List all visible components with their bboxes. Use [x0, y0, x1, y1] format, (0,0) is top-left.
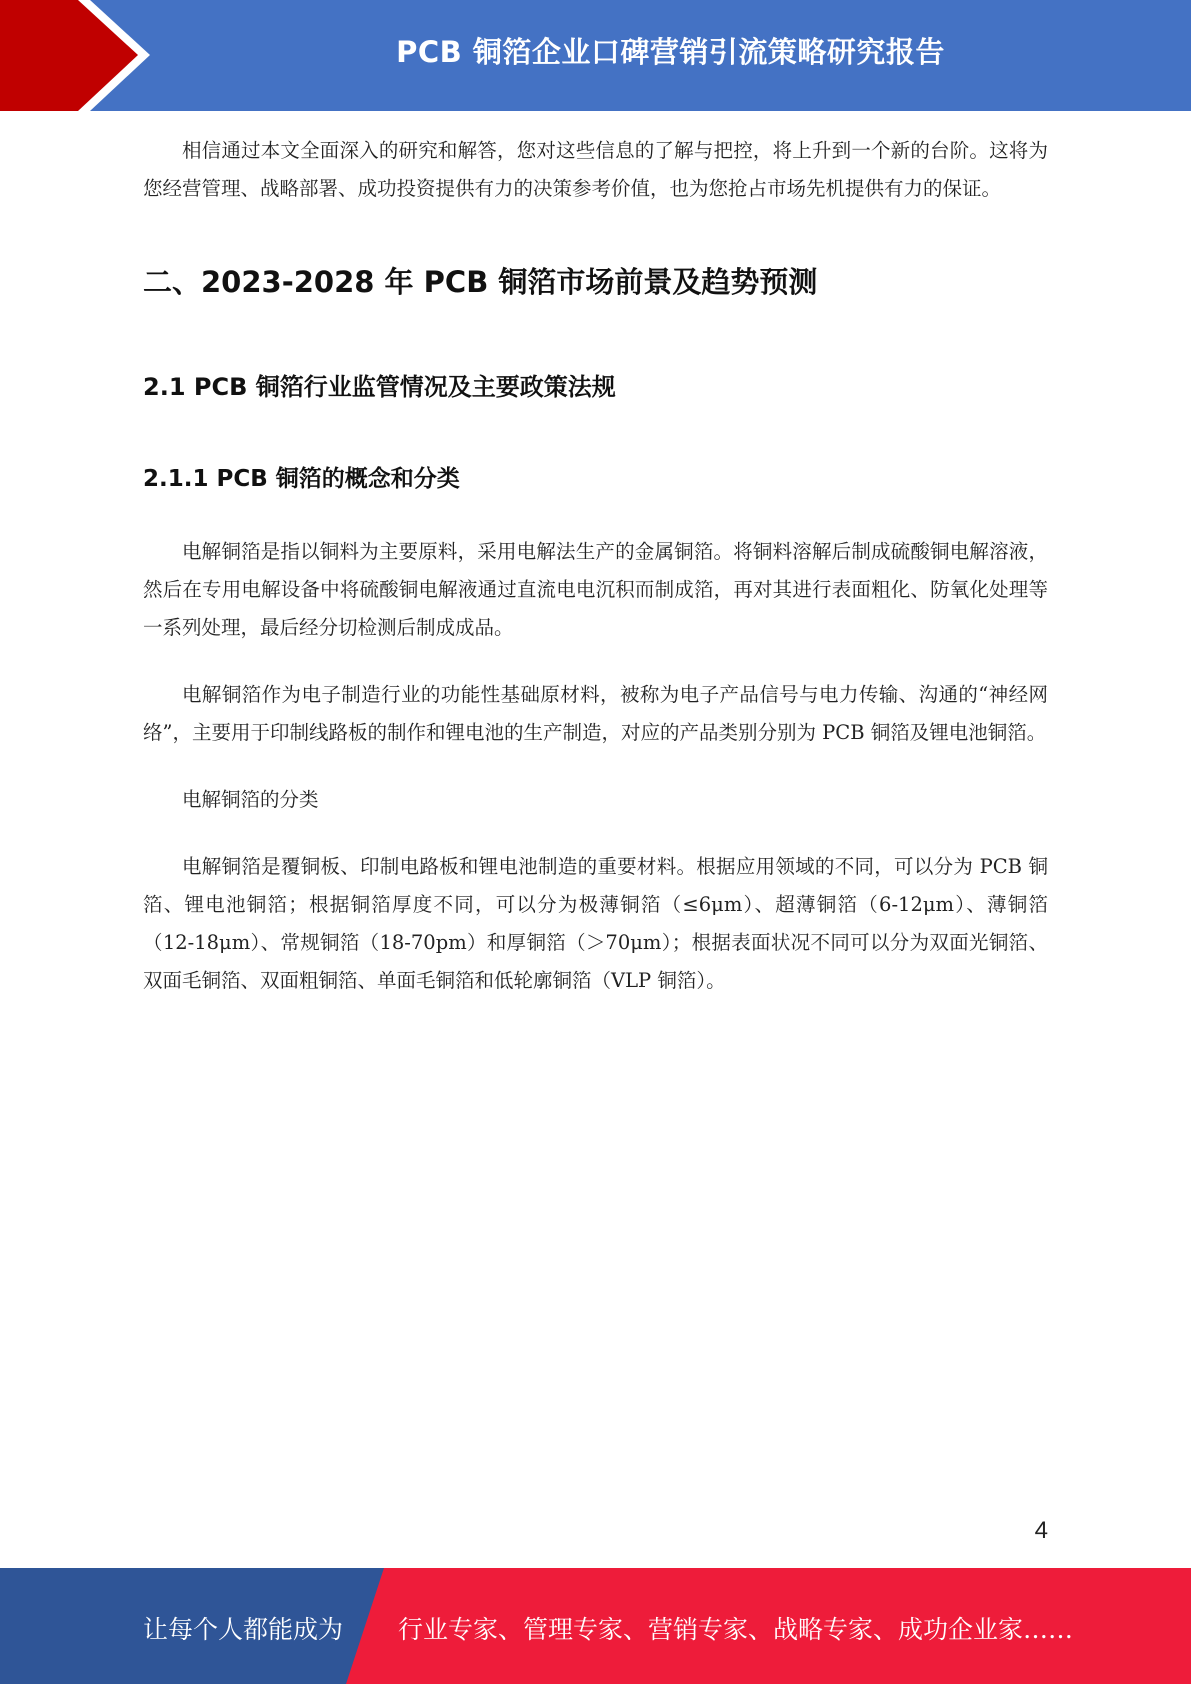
section-heading: 二、2023-2028 年 PCB 铜箔市场前景及趋势预测 — [143, 265, 818, 299]
body-paragraph: 电解铜箔作为电子制造行业的功能性基础原材料，被称为电子产品信号与电力传输、沟通的“神经网络”，主要用于印制线路板的制作和锂电池的生产制造，对应的产品类别分别为 PCB 铜箔及锂电池铜箔。 — [143, 683, 1048, 744]
subsection-heading: 2.1 PCB 铜箔行业监管情况及主要政策法规 — [143, 373, 616, 401]
body-paragraph: 电解铜箔是指以铜料为主要原料，采用电解法生产的金属铜箔。将铜料溶解后制成硫酸铜电解溶液，然后在专用电解设备中将硫酸铜电解液通过直流电电沉积而制成箔，再对其进行表面粗化、防氧化处理等一系列处理，最后经分切检测后制成成品。 — [143, 540, 1048, 639]
intro-paragraph: 相信通过本文全面深入的研究和解答，您对这些信息的了解与把控，将上升到一个新的台阶。这将为您经营管理、战略部署、成功投资提供有力的决策参考价值，也为您抢占市场先机提供有力的保证。 — [143, 139, 1048, 200]
classification-label: 电解铜箔的分类 — [182, 788, 319, 811]
report-title: PCB 铜箔企业口碑营销引流策略研究报告 — [396, 35, 945, 69]
document-body — [143, 132, 1048, 1000]
page-footer — [0, 1568, 1191, 1684]
page-header — [0, 0, 1191, 111]
page-number: 4 — [1034, 1517, 1048, 1544]
footer-slogan-right: 行业专家、管理专家、营销专家、战略专家、成功企业家…… — [398, 1615, 1074, 1644]
footer-slogan-left: 让每个人都能成为 — [143, 1615, 344, 1644]
body-paragraph: 电解铜箔是覆铜板、印制电路板和锂电池制造的重要材料。根据应用领域的不同，可以分为 PCB 铜箔、锂电池铜箔；根据铜箔厚度不同，可以分为极薄铜箔（≤6μm）、超薄铜箔（6-12μm）、薄铜箔（12-18μm）、常规铜箔（18-70pm）和厚铜箔（＞70μm）；根据表面状况不同可以分为双面光铜箔、双面毛铜箔、双面粗铜箔、单面毛铜箔和低轮廓铜箔（VLP 铜箔）。 — [143, 855, 1048, 992]
subsubsection-heading: 2.1.1 PCB 铜箔的概念和分类 — [143, 466, 460, 492]
